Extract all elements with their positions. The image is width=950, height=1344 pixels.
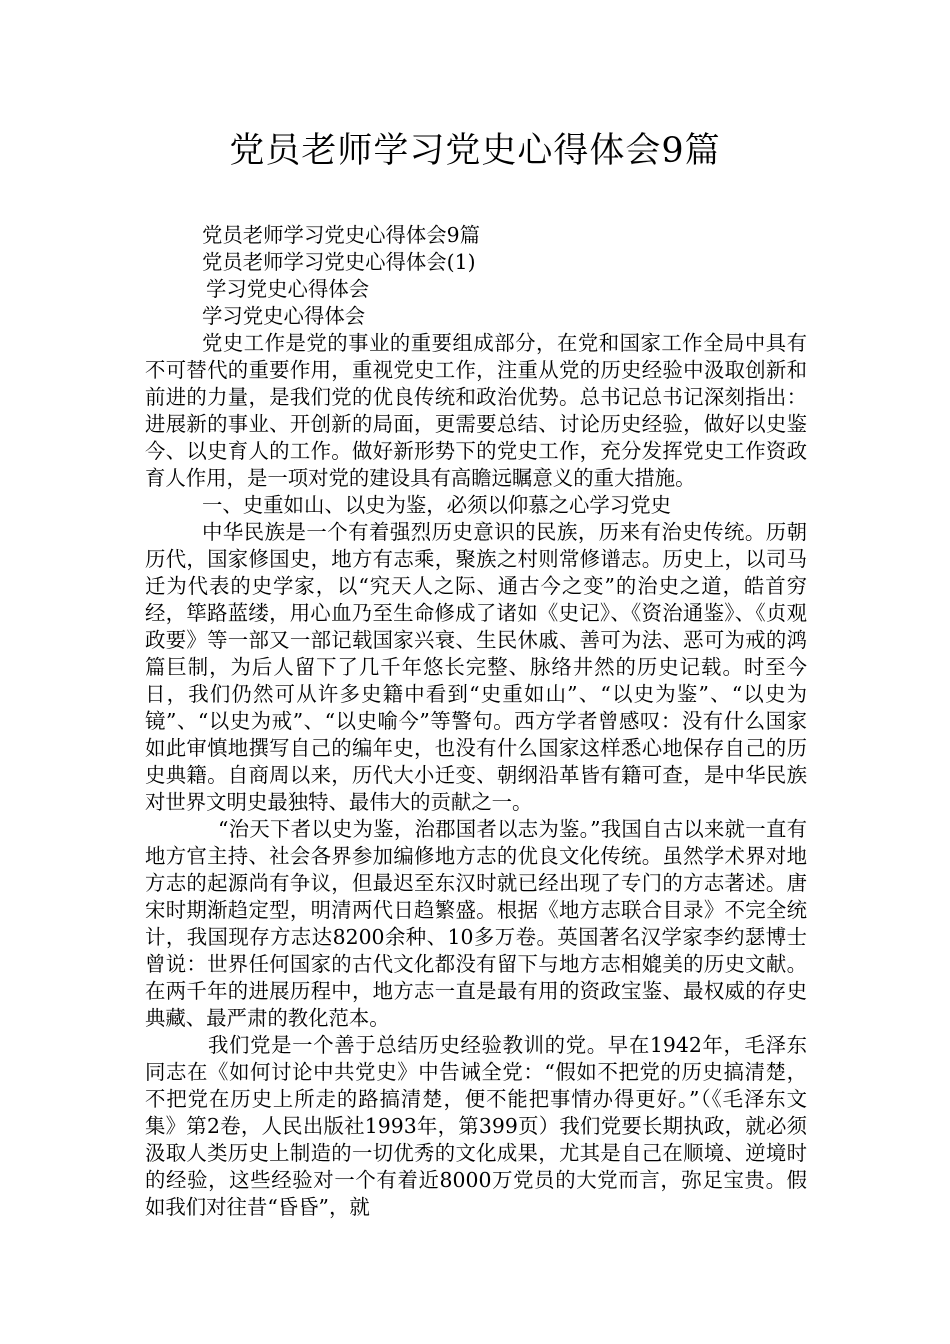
paragraph: 党史工作是党的事业的重要组成部分，在党和国家工作全局中具有不可替代的重要作用，重视党史工作，注重从党的历史经验中汲取创新和前进的力量，是我们党的优良传统和政治优势。总书记总书记深刻指出：进展新的事业、开创新的局面，更需要总结、讨论历史经验，做好以史鉴今、以史育人的工作。做好新形势下的党史工作，充分发挥党史工作资政育人作用，是一项对党的建设具有高瞻远瞩意义的重大措施。 xyxy=(145,331,807,490)
paragraph: 我们党是一个善于总结历史经验教训的党。早在1942年，毛泽东同志在《如何讨论中共党史》中告诫全党：“假如不把党的历史搞清楚，不把党在历史上所走的路搞清楚，便不能把事情办得更好。”（《毛泽东文集》第2卷，人民出版社1993年，第399页）我们党要长期执政，就必须汲取人类历史上制造的一切优秀的文化成果，尤其是自己在顺境、逆境时的经验，这些经验对一个有着近8000万党员的大党而言，弥足宝贵。假如我们对往昔“昏昏”，就 xyxy=(145,1033,807,1219)
section-subheading: 学习党史心得体会 xyxy=(206,277,370,301)
section-subheading: 学习党史心得体会 xyxy=(202,304,366,328)
subtitle-line: 党员老师学习党史心得体会9篇 xyxy=(202,223,481,247)
document-body xyxy=(145,222,807,1221)
paragraph-heading: 一、史重如山、以史为鉴，必须以仰慕之心学习党史 xyxy=(202,493,671,517)
paragraph: 中华民族是一个有着强烈历史意识的民族，历来有治史传统。历朝历代，国家修国史，地方有志乘，聚族之村则常修谱志。历史上，以司马迁为代表的史学家，以“究天人之际、通古今之变”的治史之道，皓首穷经，筚路蓝缕，用心血乃至生命修成了诸如《史记》、《资治通鉴》、《贞观政要》等一部又一部记载国家兴衰、生民休戚、善可为法、恶可为戒的鸿篇巨制，为后人留下了几千年悠长完整、脉络井然的历史记载。时至今日，我们仍然可从许多史籍中看到“史重如山”、“以史为鉴”、“以史为镜”、“以史为戒”、“以史喻今”等警句。西方学者曾感叹：没有什么国家如此审慎地撰写自己的编年史，也没有什么国家这样悉心地保存自己的历史典籍。自商周以来，历代大小迁变、朝纲沿革皆有籍可查，是中华民族对世界文明史最独特、最伟大的贡献之一。 xyxy=(145,520,807,814)
paragraph: “治天下者以史为鉴，治郡国者以志为鉴。”我国自古以来就一直有地方官主持、社会各界参加编修地方志的优良文化传统。虽然学术界对地方志的起源尚有争议，但最迟至东汉时就已经出现了专门的方志著述。唐宋时期渐趋定型，明清两代日趋繁盛。根据《地方志联合目录》不完全统计，我国现存方志达8200余种、10多万卷。英国著名汉学家李约瑟博士曾说：世界任何国家的古代文化都没有留下与地方志相媲美的历史文献。在两千年的进展历程中，地方志一直是最有用的资政宝鉴、最权威的存史典藏、最严肃的教化范本。 xyxy=(145,817,807,1030)
section-heading: 党员老师学习党史心得体会(1) xyxy=(202,250,476,274)
document-title: 党员老师学习党史心得体会9篇 xyxy=(229,131,721,171)
